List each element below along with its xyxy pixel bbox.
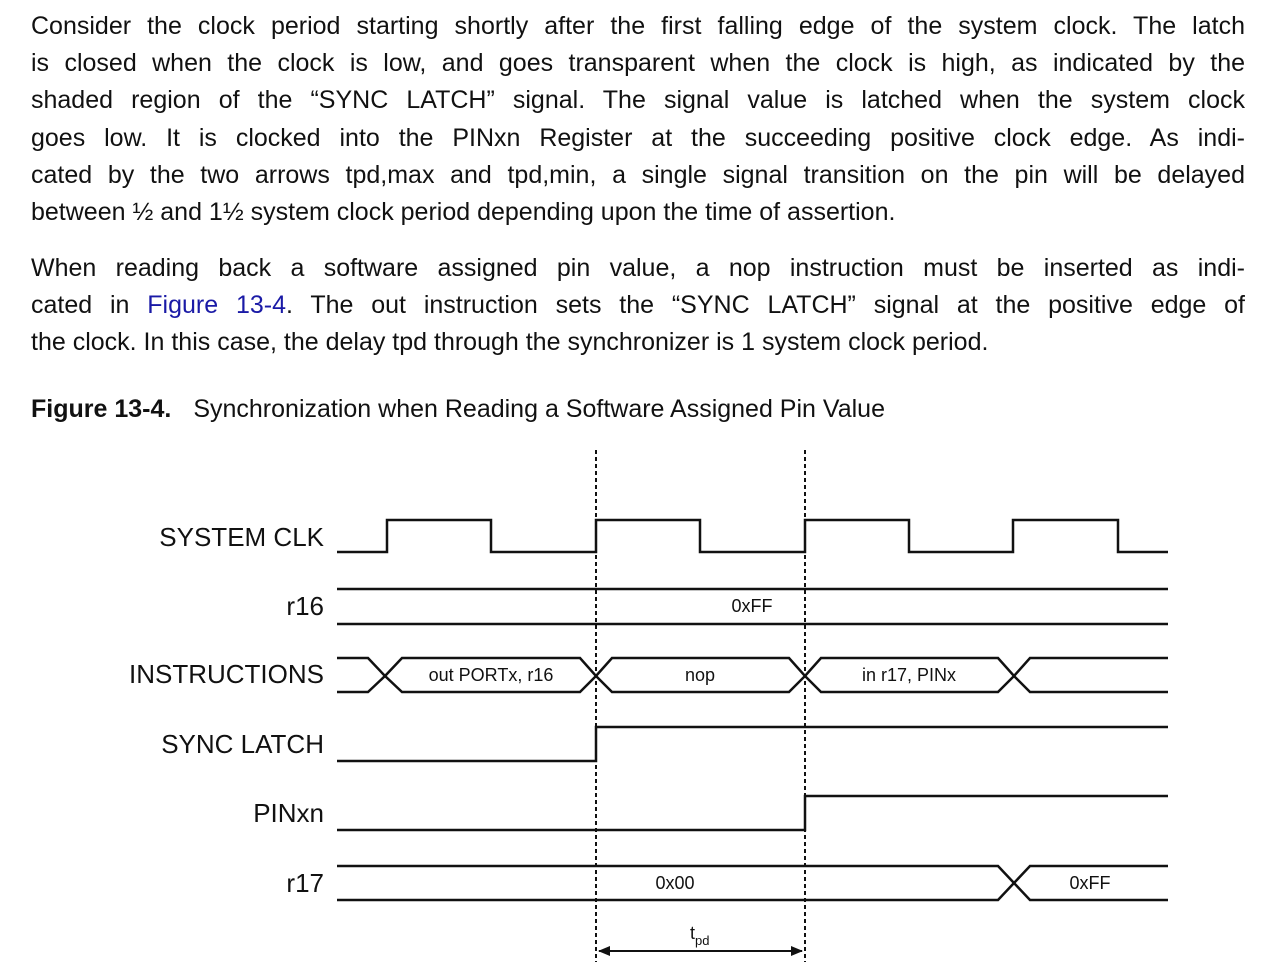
paragraph-clock-period — [31, 8, 1245, 231]
signal-label-clk: SYSTEM CLK — [159, 522, 324, 552]
signal-label-r16: r16 — [286, 591, 324, 621]
instruction-nop: nop — [684, 665, 716, 685]
signal-label-pin: PINxn — [253, 798, 324, 828]
text-line: Consider the clock period starting shortly after the first falling edge of the system clock. The latch — [31, 12, 1245, 40]
tpd-symbol: t — [690, 923, 696, 943]
tpd-label — [690, 923, 709, 948]
figure-number: Figure 13-4. — [31, 395, 172, 423]
text-line: shaded region of the “SYNC LATCH” signal. The signal value is latched when the system clock — [31, 86, 1245, 115]
system-clock-waveform — [337, 520, 1168, 552]
r17-bus-top — [337, 866, 1168, 883]
signal-label-instructions: INSTRUCTIONS — [129, 659, 324, 689]
text-line: is closed when the clock is low, and goes transparent when the clock is high, as indicated by the — [31, 49, 1245, 78]
r17-bus-bottom — [337, 883, 1168, 900]
figure-link[interactable]: Figure 13-4 — [147, 291, 287, 320]
tpd-subscript: pd — [695, 933, 710, 948]
text-line: goes low. It is clocked into the PINxn Register at the succeeding positive clock edge. As indi- — [31, 123, 1245, 152]
text-line — [31, 287, 1245, 324]
r17-value-after: 0xFF — [1069, 873, 1111, 893]
instruction-out: out PORTx, r16 — [428, 665, 554, 685]
sync-latch-waveform — [337, 727, 1168, 761]
figure-caption — [31, 395, 885, 424]
text-fragment: . The out instruction sets the “SYNC LATCH” signal at the positive edge of — [286, 291, 1245, 320]
text-fragment: cated in — [31, 291, 148, 320]
text-line: the clock. In this case, the delay tpd through the synchronizer is 1 system clock period. — [31, 328, 989, 357]
instruction-in: in r17, PINx — [861, 665, 957, 685]
signal-label-sync-latch: SYNC LATCH — [161, 729, 324, 759]
timing-diagram — [0, 440, 1280, 962]
text-line: When reading back a software assigned pin value, a nop instruction must be inserted as indi- — [31, 254, 1245, 282]
pin-waveform — [337, 796, 1168, 830]
r17-value-before: 0x00 — [655, 873, 695, 893]
text-line: between ½ and 1½ system clock period depending upon the time of assertion. — [31, 198, 896, 227]
paragraph-read-back — [31, 250, 1245, 362]
signal-label-r17: r17 — [286, 868, 324, 898]
text-line: cated by the two arrows tpd,max and tpd,min, a single signal transition on the pin will be delayed — [31, 160, 1245, 189]
r16-value: 0xFF — [731, 596, 773, 616]
figure-title: Synchronization when Reading a Software Assigned Pin Value — [193, 395, 885, 423]
